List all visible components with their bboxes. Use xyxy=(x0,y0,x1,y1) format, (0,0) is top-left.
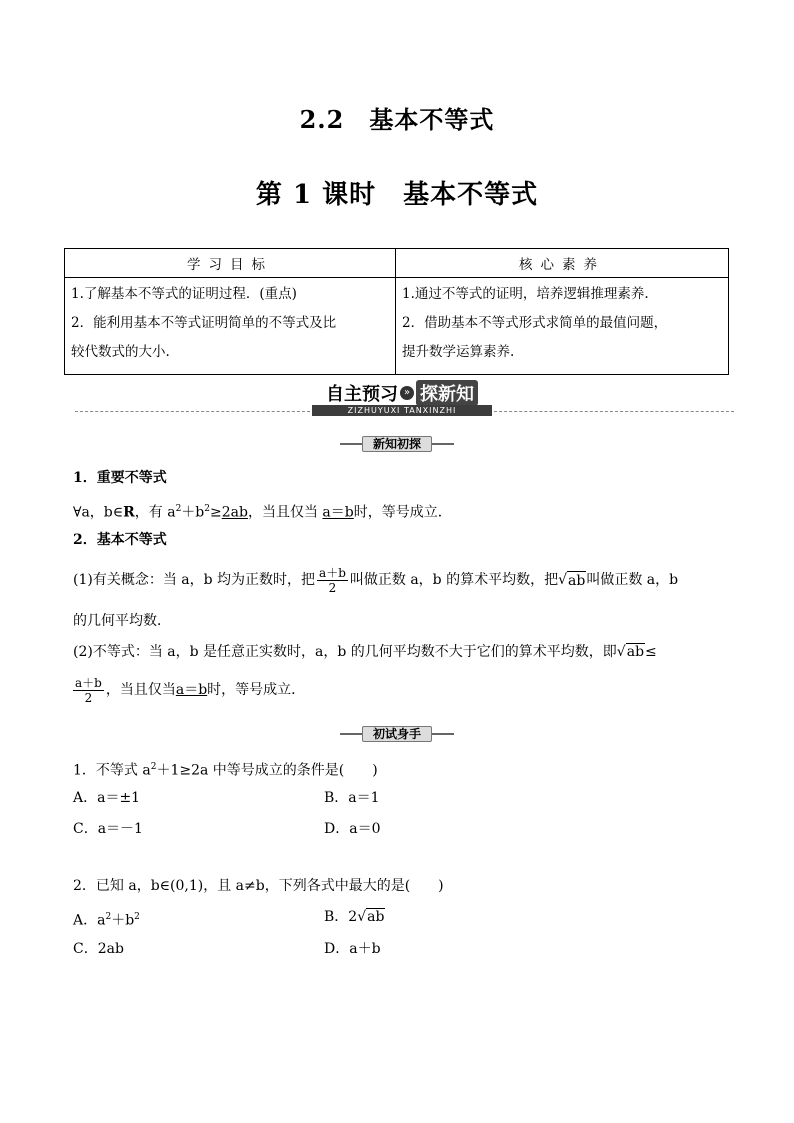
goal-line: 1.了解基本不等式的证明过程．(重点) xyxy=(71,286,297,302)
section-title: 2.2 基本不等式 xyxy=(299,105,495,134)
q1-stem: 1．不等式 $a^2+1\ge 2a$ 中等号成立的条件是( ) xyxy=(73,762,378,779)
q2-option-a[interactable]: A．$a^2+b^2$ xyxy=(73,912,140,929)
tag-label: 新知初探 xyxy=(362,436,432,452)
goals-header-learning: 学习目标 xyxy=(65,249,396,278)
goals-cell-core xyxy=(396,278,729,375)
double-arrow-icon: » xyxy=(400,386,414,400)
banner-part2: 探新知 xyxy=(416,380,478,406)
goal-line: 较代数式的大小. xyxy=(71,344,170,360)
blank-answer: a＝b xyxy=(175,682,208,698)
q2-option-c[interactable]: C．2ab xyxy=(73,941,124,957)
q1-option-b[interactable]: B．a＝1 xyxy=(324,790,380,806)
banner-pinyin: ZIZHUYUXI TANXINZHI xyxy=(312,405,492,416)
core-line: 1.通过不等式的证明，培养逻辑推理素养. xyxy=(402,286,649,302)
s1-statement: ∀a，b∈R，有 $a^2+b^2\ge 2ab$，当且仅当 a＝b时，等号成立． xyxy=(73,504,452,521)
s2-paragraph-1: (1)有关概念：当 a，b 均为正数时，把 $\frac{a+b}{2}$ 叫做正数 a，b 的算术平均数，把 √ ab 叫做正数 a，b xyxy=(73,565,679,595)
s2-paragraph-1-cont: 的几何平均数． xyxy=(73,613,171,629)
divider-right xyxy=(494,411,734,412)
fraction: $\frac{a+b}{2}$ xyxy=(319,565,346,595)
q1-option-a[interactable]: A．a＝±1 xyxy=(73,790,141,806)
tag-new-knowledge xyxy=(340,436,454,450)
core-line: 提升数学运算素养. xyxy=(402,344,515,360)
s1-heading: 1．重要不等式 xyxy=(73,470,167,486)
divider-left xyxy=(75,411,310,412)
banner-part1: 自主预习 xyxy=(326,384,398,405)
q2-option-d[interactable]: D．a＋b xyxy=(324,941,381,957)
q1-option-c[interactable]: C．a＝－1 xyxy=(73,821,143,837)
s2-paragraph-2: (2)不等式：当 a，b 是任意正实数时，a，b 的几何平均数不大于它们的算术平均数，即√ab≤ xyxy=(73,644,657,660)
goals-table xyxy=(64,248,729,375)
tag-try xyxy=(340,726,454,740)
core-line: 2．借助基本不等式形式求简单的最值问题， xyxy=(402,315,668,331)
s2-paragraph-2-cont: $\frac{a+b}{2}$ ，当且仅当 a＝b 时，等号成立． xyxy=(75,675,306,705)
blank-answer: a＝b xyxy=(322,504,354,521)
goals-cell-learning xyxy=(65,278,396,375)
blank-answer: 2ab xyxy=(221,504,248,521)
lesson-title: 第 1 课时 基本不等式 xyxy=(255,180,539,210)
fraction: $\frac{a+b}{2}$ xyxy=(75,675,102,705)
goals-header-core: 核心素养 xyxy=(396,249,729,278)
section-banner xyxy=(312,382,492,406)
tag-label: 初试身手 xyxy=(362,726,432,742)
q2-option-b[interactable]: B．2√ab xyxy=(324,909,385,925)
s2-heading: 2．基本不等式 xyxy=(73,532,167,548)
q2-stem: 2．已知 a，b∈(0,1)，且 a≠b，下列各式中最大的是( ) xyxy=(73,878,444,894)
q1-option-d[interactable]: D．a＝0 xyxy=(324,821,381,837)
goal-line: 2．能利用基本不等式证明简单的不等式及比 xyxy=(71,315,337,331)
